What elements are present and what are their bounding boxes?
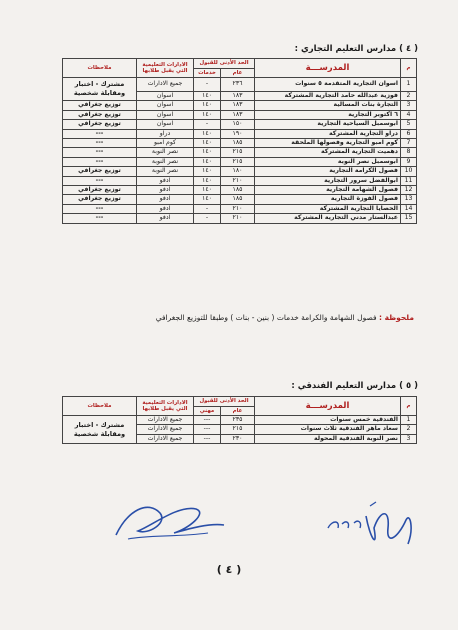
school-name: ابوسمبل نصر النوبة	[255, 157, 401, 166]
footnote-label: ملحوظة :	[378, 313, 414, 322]
row-note: ---	[63, 176, 137, 185]
signature-left	[108, 495, 228, 550]
hotel-col-num-header: م	[401, 397, 417, 416]
col-general-header: عام	[221, 68, 255, 78]
row-note: مشترك - اختبار ومقابلة شخصية	[63, 78, 137, 101]
hotel-col-min-header: الحد الأدنى للقبول	[194, 397, 255, 407]
services-min-score: ١٤٠	[194, 129, 221, 138]
school-name: نصر النوبة الفندقية المحولة	[255, 434, 401, 443]
footnote-text: فصول الشهامة والكرامة خدمات ( بنين - بنات ) وطبقا للتوزيع الجغرافي	[155, 313, 377, 322]
school-name: دهميت التجارية المشتركة	[255, 148, 401, 157]
commercial-schools-table	[62, 58, 417, 224]
row-number: 14	[401, 204, 417, 213]
table-row	[63, 204, 417, 213]
col-num-header: م	[401, 59, 417, 78]
school-name: كوم امبو التجارية وفصولها الملحقة	[255, 139, 401, 148]
general-min-score: ١٨٣	[221, 92, 255, 101]
services-min-score: ١٤٠	[194, 92, 221, 101]
page-number: ( ٤ )	[216, 563, 242, 576]
admin-name: اسوان	[137, 120, 194, 129]
table-row	[63, 416, 417, 425]
services-min-score: ١٤٠	[194, 195, 221, 204]
general-min-score: ٢١٥	[221, 148, 255, 157]
general-min-score: ٢١٠	[221, 214, 255, 223]
admin-name: ادفو	[137, 195, 194, 204]
services-min-score: -	[194, 204, 221, 213]
school-name: الحصايا التجارية المشتركة	[255, 204, 401, 213]
vocational-min-score: ---	[194, 416, 221, 425]
row-number: 12	[401, 186, 417, 195]
admin-name: ادفو	[137, 214, 194, 223]
school-name: ابوالفضل سرور التجارية	[255, 176, 401, 185]
admin-name: جميع الادارات	[137, 78, 194, 92]
school-name: فوزية عبدالله حامد التجارية المشتركة	[255, 92, 401, 101]
col-notes-header: ملاحظات	[63, 59, 137, 78]
admin-name: اسوان	[137, 110, 194, 119]
admin-name: ادفو	[137, 204, 194, 213]
row-number: 1	[401, 416, 417, 425]
row-note: توزيع جغرافي	[63, 167, 137, 176]
school-name: الفندقية خمس سنوات	[255, 416, 401, 425]
section5-title: ( ٥ ) مدارس التعليم الفندقي :	[291, 381, 418, 391]
general-min-score: ١٩٠	[221, 129, 255, 138]
row-note: ---	[63, 129, 137, 138]
row-number: 1	[401, 78, 417, 92]
row-number: 2	[401, 425, 417, 434]
table-row	[63, 129, 417, 138]
hotel-col-general-header: عام	[221, 406, 255, 416]
hotel-col-notes-header: ملاحظات	[63, 397, 137, 416]
row-note: توزيع جغرافي	[63, 195, 137, 204]
row-note: ---	[63, 139, 137, 148]
general-min-score: ٢١٠	[221, 204, 255, 213]
table-row	[63, 186, 417, 195]
admin-name: كوم امبو	[137, 139, 194, 148]
general-min-score: ١٨٥	[221, 186, 255, 195]
row-note: ---	[63, 157, 137, 166]
table-row	[63, 214, 417, 223]
row-note: توزيع جغرافي	[63, 120, 137, 129]
admin-name: ادفو	[137, 176, 194, 185]
row-number: 6	[401, 129, 417, 138]
services-min-score: ١٤٠	[194, 186, 221, 195]
merged-note: مشترك - اختبار ومقابلة شخصية	[63, 416, 137, 444]
admin-name: نصر النوبة	[137, 157, 194, 166]
admin-name: دراو	[137, 129, 194, 138]
vocational-min-score: ---	[194, 434, 221, 443]
row-number: 8	[401, 148, 417, 157]
hotel-schools-table	[62, 396, 417, 444]
row-note: توزيع جغرافي	[63, 101, 137, 110]
admin-name: ادفو	[137, 186, 194, 195]
row-number: 9	[401, 157, 417, 166]
admin-name: جميع الادارات	[137, 416, 194, 425]
admin-name: نصر النوبة	[137, 148, 194, 157]
signature-right	[318, 498, 418, 558]
admin-name: اسوان	[137, 101, 194, 110]
table-row	[63, 148, 417, 157]
table-row	[63, 195, 417, 204]
row-note: توزيع جغرافي	[63, 186, 137, 195]
row-note: توزيع جغرافي	[63, 110, 137, 119]
row-note: ---	[63, 204, 137, 213]
school-name: سعاد ماهر الفندقية ثلاث سنوات	[255, 425, 401, 434]
row-number: 15	[401, 214, 417, 223]
section4-title: ( ٤ ) مدارس التعليم التجاري :	[294, 44, 418, 54]
admin-name: اسوان	[137, 92, 194, 101]
row-number: 3	[401, 434, 417, 443]
school-name: ٦ اكتوبر التجارية	[255, 110, 401, 119]
general-min-score: ٢١٠	[221, 176, 255, 185]
general-min-score: ٢١٥	[221, 425, 255, 434]
services-min-score: ١٤٠	[194, 101, 221, 110]
school-name: التجارة بنات المسالية	[255, 101, 401, 110]
general-min-score: ١٨٠	[221, 167, 255, 176]
services-min-score: ١٤٠	[194, 157, 221, 166]
school-name: عبدالستار مدني التجارية المشتركة	[255, 214, 401, 223]
services-min-score: ١٤٠	[194, 148, 221, 157]
row-number: 7	[401, 139, 417, 148]
table-row	[63, 176, 417, 185]
col-services-header: خدمات	[194, 68, 221, 78]
col-school-header: المدرســـة	[255, 59, 401, 78]
general-min-score: ٢٣٥	[221, 416, 255, 425]
services-min-score: -	[194, 214, 221, 223]
table-row	[63, 120, 417, 129]
table-row	[63, 157, 417, 166]
services-min-score: ١٤٠	[194, 110, 221, 119]
row-number: 11	[401, 176, 417, 185]
col-min-header: الحد الأدنى للقبول	[194, 59, 255, 69]
general-min-score: ١٨٥	[221, 139, 255, 148]
general-min-score: ١٨٣	[221, 110, 255, 119]
hotel-col-admins-header: الادارات التعليمية التي يقبل طلابها	[137, 397, 194, 416]
services-min-score: ١٤٠	[194, 176, 221, 185]
table-row	[63, 78, 417, 92]
row-note: ---	[63, 148, 137, 157]
services-min-score: -	[194, 78, 221, 92]
services-min-score: -	[194, 120, 221, 129]
school-name: فصول الفوزة التجارية	[255, 195, 401, 204]
table-row	[63, 167, 417, 176]
school-name: دراو التجارية المشتركة	[255, 129, 401, 138]
footnote	[156, 313, 414, 322]
row-number: 10	[401, 167, 417, 176]
general-min-score: ٢٣٠	[221, 434, 255, 443]
hotel-col-school-header: المدرســـة	[255, 397, 401, 416]
col-admins-header: الادارات التعليمية التي يقبل طلابها	[137, 59, 194, 78]
row-note: ---	[63, 214, 137, 223]
general-min-score: ٢١٥	[221, 157, 255, 166]
general-min-score: ١٨٣	[221, 101, 255, 110]
vocational-min-score: ---	[194, 425, 221, 434]
admin-name: نصر النوبة	[137, 167, 194, 176]
admin-name: جميع الادارات	[137, 434, 194, 443]
general-min-score: ٢٣٦	[221, 78, 255, 92]
row-number: 13	[401, 195, 417, 204]
school-name: ابوسمبل السياحية التجارية	[255, 120, 401, 129]
admin-name: جميع الادارات	[137, 425, 194, 434]
school-name: اسوان التجارية المتقدمة ٥ سنوات	[255, 78, 401, 92]
row-number: 4	[401, 110, 417, 119]
table-row	[63, 110, 417, 119]
row-number: 2	[401, 92, 417, 101]
row-number: 5	[401, 120, 417, 129]
general-min-score: ١٨٥	[221, 195, 255, 204]
services-min-score: ١٤٠	[194, 139, 221, 148]
row-number: 3	[401, 101, 417, 110]
school-name: فصول الكرامة التجارية	[255, 167, 401, 176]
general-min-score: ١٥٠	[221, 120, 255, 129]
table-row	[63, 139, 417, 148]
services-min-score: ١٤٠	[194, 167, 221, 176]
table-row	[63, 101, 417, 110]
school-name: فصول الشهامة التجارية	[255, 186, 401, 195]
hotel-col-vocational-header: مهني	[194, 406, 221, 416]
